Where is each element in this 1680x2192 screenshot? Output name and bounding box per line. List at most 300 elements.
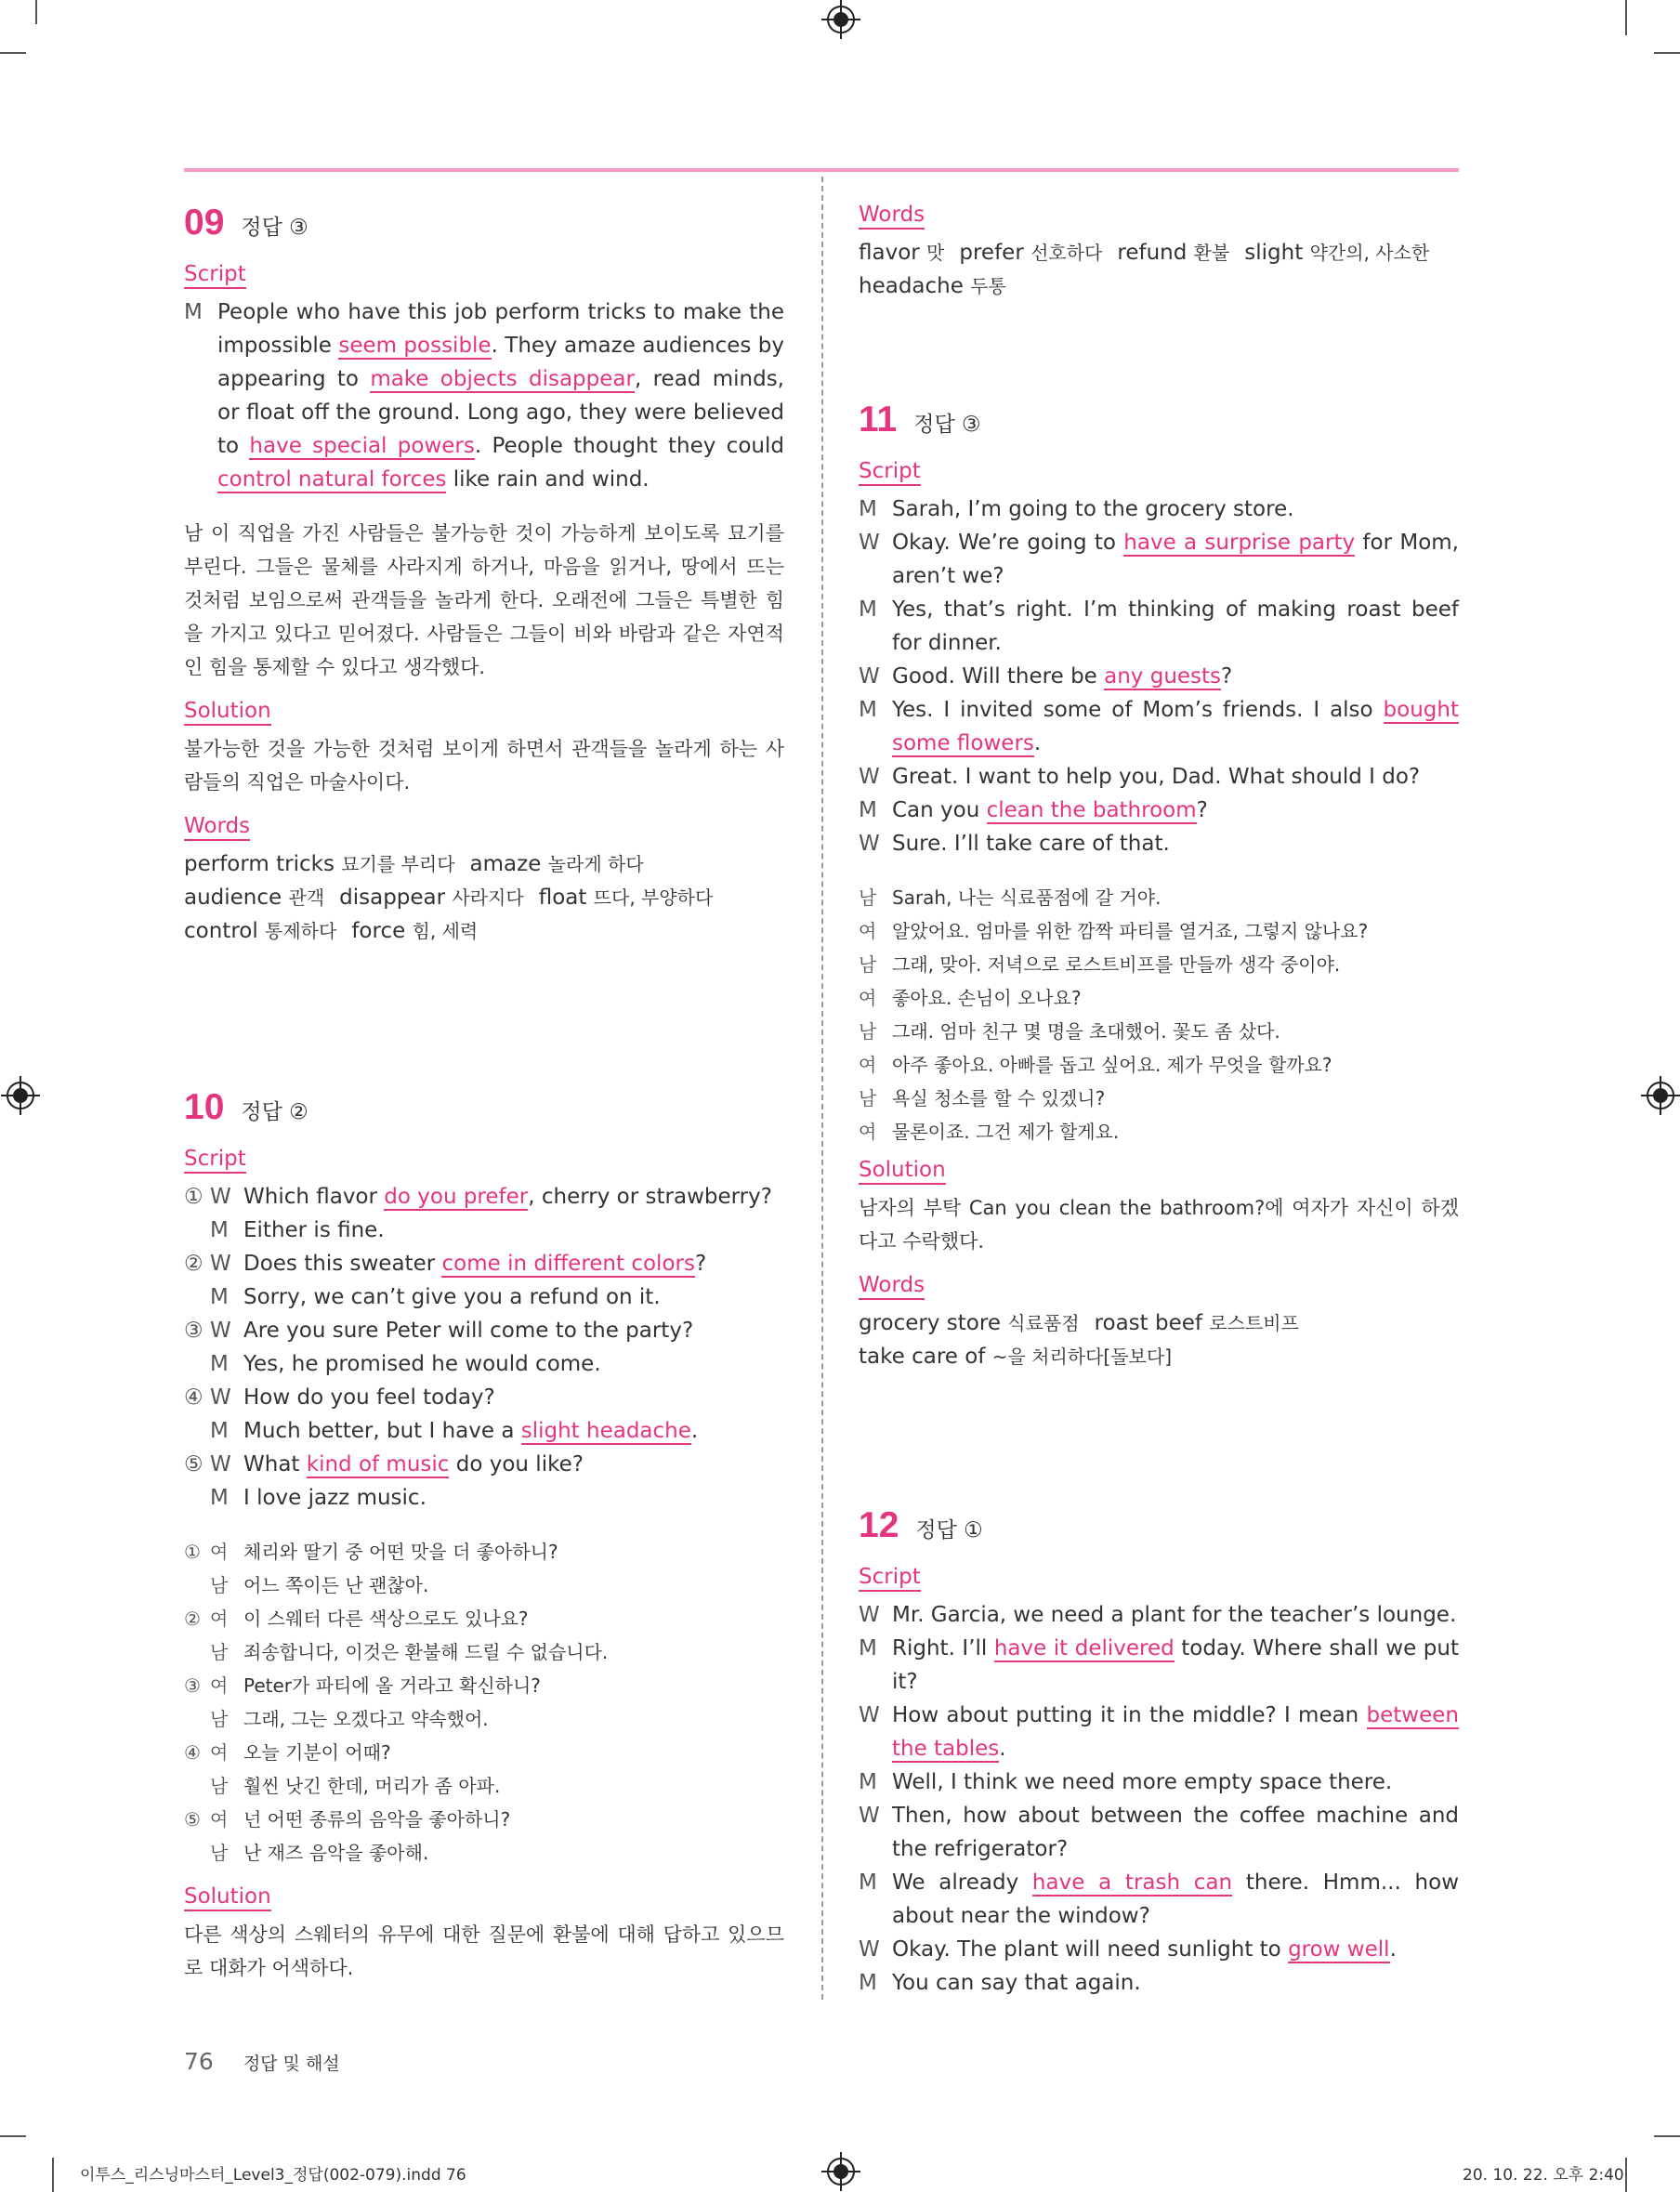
text-run: , read minds, or float off the ground. Long ago, they were believed to (217, 367, 784, 458)
word-en: prefer (959, 241, 1031, 265)
crop-mark (1654, 52, 1680, 54)
highlighted-phrase: grow well (1288, 1937, 1390, 1962)
text-run: ? (1221, 664, 1233, 689)
line-text: 죄송합니다, 이것은 환불해 드릴 수 없습니다. (243, 1641, 609, 1663)
translation-line (184, 1769, 784, 1803)
speaker: 여 (859, 920, 877, 942)
solution: 다른 색상의 스웨터의 유무에 대한 질문에 환불에 대해 답하고 있으므로 대화가 어색하다. (184, 1923, 784, 1979)
word-en: roast beef (1094, 1311, 1210, 1335)
speaker: M (859, 698, 877, 722)
highlighted-phrase: do you prefer (384, 1185, 529, 1209)
question-header (859, 400, 1459, 450)
words-list (184, 847, 784, 948)
line-text: 넌 어떤 종류의 음악을 좋아하니? (243, 1808, 511, 1831)
highlighted-phrase: come in different colors (441, 1252, 695, 1276)
registration-mark-icon (827, 2158, 855, 2185)
speaker: 남 (859, 953, 877, 976)
word-ko: 환불 (1193, 242, 1230, 264)
line-text: 난 재즈 음악을 좋아해. (243, 1842, 429, 1864)
dialogue-line (859, 794, 1459, 827)
text-run: do you like? (449, 1452, 584, 1477)
text-run: Yes. I invited some of Mom’s friends. I also (892, 698, 1384, 722)
header-rule (184, 168, 1459, 172)
dialogue-line (859, 1966, 1459, 2000)
words-row (859, 1306, 1459, 1340)
left-column (184, 203, 785, 1979)
question-header (184, 203, 784, 253)
line-text (243, 1481, 784, 1515)
translation-line (859, 881, 1459, 914)
speaker: 남 (210, 1708, 229, 1730)
script-label: Script (859, 1565, 921, 1592)
text-run: Great. I want to help you, Dad. What should I do? (892, 765, 1421, 789)
speaker: W (859, 832, 880, 856)
line-text (892, 1799, 1459, 1866)
speaker: 여 (859, 987, 877, 1009)
highlighted-phrase: have a surprise party (1123, 531, 1356, 555)
solution: 불가능한 것을 가능한 것처럼 보이게 하면서 관객들을 놀라게 하는 사람들의 직업은 마술사이다. (184, 738, 784, 794)
question-10 (184, 1087, 784, 1985)
translation-line (859, 1115, 1459, 1149)
option-number (184, 1347, 210, 1381)
speaker: M (859, 1636, 877, 1660)
question-10-words (859, 203, 1459, 303)
text-run: People who have this job perform tricks to make the impossible (217, 300, 784, 358)
solution: 남자의 부탁 Can you clean the bathroom?에 여자가 자신이 하겠다고 수락했다. (859, 1197, 1459, 1253)
print-slug-date: 20. 10. 22. 오후 2:40 (1463, 2166, 1624, 2185)
script-label: Script (184, 262, 246, 289)
translation-line (859, 981, 1459, 1015)
text-run: Sarah, I’m going to the grocery store. (892, 497, 1294, 521)
speaker: 여 (859, 1054, 877, 1076)
line-text (892, 1866, 1459, 1933)
question-number: 12 (859, 1505, 899, 1545)
translation-line (184, 1836, 784, 1870)
answer-label: 정답 ① (915, 1518, 983, 1542)
highlighted-phrase: have it delivered (993, 1636, 1175, 1660)
dialogue-line (184, 1381, 784, 1414)
line-text (892, 693, 1459, 760)
line-text (892, 1933, 1459, 1966)
registration-mark-icon (827, 6, 855, 33)
script (184, 1180, 784, 1515)
option-number: ⑤ (184, 1808, 201, 1831)
text-run: You can say that again. (892, 1971, 1141, 1995)
translation-line (184, 1535, 784, 1569)
print-slug-file: 이투스_리스닝마스터_Level3_정답(002-079).indd 76 (80, 2166, 466, 2185)
line-text (892, 1765, 1459, 1799)
text-run: Right. I’ll (892, 1636, 994, 1660)
speaker: M (210, 1285, 229, 1309)
text-run: What (243, 1452, 307, 1477)
line-text (243, 1314, 784, 1347)
dialogue-line (859, 760, 1459, 794)
dialogue-line (184, 1280, 784, 1314)
translation-line (859, 1048, 1459, 1082)
option-number (184, 1414, 210, 1448)
words-list (859, 236, 1459, 303)
translation-line (859, 914, 1459, 948)
dialogue-line (859, 1799, 1459, 1866)
word-ko: 관객 (288, 886, 325, 909)
text-run: ? (1196, 798, 1208, 822)
text-run: , cherry or strawberry? (528, 1185, 772, 1209)
speaker: W (859, 1804, 880, 1828)
answer-label: 정답 ② (241, 1100, 308, 1124)
page-footer (184, 2048, 340, 2075)
text-run: like rain and wind. (446, 467, 650, 492)
dialogue-line (859, 827, 1459, 860)
line-text (243, 1414, 784, 1448)
option-number: ② (184, 1608, 201, 1630)
word-ko: 약간의, 사소한 (1309, 242, 1430, 264)
dialogue-line (184, 1180, 784, 1214)
text-run: Okay. The plant will need sunlight to (892, 1937, 1289, 1962)
option-number (184, 1769, 210, 1803)
crop-mark (1654, 2135, 1680, 2137)
highlighted-phrase: have special powers (249, 434, 475, 458)
text-run: Much better, but I have a (243, 1419, 521, 1443)
translation-line (184, 1602, 784, 1635)
highlighted-phrase: seem possible (338, 334, 492, 358)
line-text (243, 1381, 784, 1414)
word-en: flavor (859, 241, 927, 265)
speaker: W (859, 1603, 880, 1627)
answer-label: 정답 ③ (913, 413, 981, 437)
translation: 남 이 직업을 가진 사람들은 불가능한 것이 가능하게 보이도록 묘기를 부린다. 그들은 물체를 사라지게 하거나, 마음을 읽거나, 땅에서 뜨는 것처럼 보임으로써 관객들을 놀라게 한다. 오래전에 그들은 특별한 힘을 가지고 있다고 믿어졌다. 사람들은 그들이 비와 바람과 같은 자연적인 힘을 통제할 수 있다고 생각했다. (184, 522, 784, 678)
option-number (184, 1702, 210, 1736)
text-run: Yes, that’s right. I’m thinking of making roast beef for dinner. (892, 597, 1459, 655)
text-run: Good. Will there be (892, 664, 1105, 689)
speaker: 여 (210, 1741, 229, 1764)
text-run: . (999, 1737, 1006, 1761)
crop-mark (1625, 0, 1627, 35)
translation-line (859, 948, 1459, 981)
dialogue-line (184, 295, 784, 496)
words-row (184, 914, 784, 948)
speaker: 여 (210, 1541, 229, 1563)
word-ko: 맛 (926, 242, 945, 264)
text-run: . (1389, 1937, 1397, 1962)
option-number: ① (184, 1541, 201, 1563)
page-number: 76 (184, 2048, 214, 2075)
line-text (892, 593, 1459, 660)
line-text (892, 526, 1459, 593)
speaker: 남 (210, 1574, 229, 1596)
speaker: M (859, 1770, 877, 1794)
solution-label: Solution (184, 699, 271, 726)
crop-mark (0, 2135, 26, 2137)
word-ko: 로스트비프 (1209, 1312, 1299, 1334)
translation-line (859, 1015, 1459, 1048)
question-09 (184, 203, 784, 948)
translation-line (184, 1736, 784, 1769)
highlighted-phrase: any guests (1104, 664, 1222, 689)
crop-mark (35, 0, 37, 24)
dialogue-line (184, 1347, 784, 1381)
dialogue-line (859, 1598, 1459, 1632)
word-ko: 통제하다 (265, 920, 337, 942)
line-text (892, 492, 1459, 526)
text-run: Are you sure Peter will come to the party? (243, 1319, 694, 1343)
word-en: refund (1117, 241, 1194, 265)
speaker: W (859, 664, 880, 689)
highlighted-phrase: make objects disappear (370, 367, 635, 391)
words-list (859, 1306, 1459, 1373)
line-text: 훨씬 낫긴 한데, 머리가 좀 아파. (243, 1775, 501, 1797)
text-run: ? (694, 1252, 707, 1276)
line-text: 이 스웨터 다른 색상으로도 있나요? (243, 1608, 529, 1630)
option-number: ③ (184, 1674, 201, 1697)
translation-line (184, 1635, 784, 1669)
highlighted-phrase: have a trash can (1031, 1870, 1233, 1895)
words-row (859, 236, 1459, 269)
line-text (243, 1180, 784, 1214)
speaker: M (859, 798, 877, 822)
text-run: for Mom, aren’t we? (892, 531, 1459, 588)
line-text: Peter가 파티에 올 거라고 확신하니? (243, 1674, 541, 1697)
translation-line (184, 1702, 784, 1736)
speaker: 남 (859, 886, 877, 909)
word-ko: ~을 처리하다[돌보다] (991, 1345, 1172, 1368)
option-number (184, 1836, 210, 1870)
highlighted-phrase: between the tables (892, 1703, 1459, 1761)
speaker: 여 (859, 1121, 877, 1143)
highlighted-phrase: kind of music (306, 1452, 450, 1477)
line-text: 오늘 기분이 어때? (243, 1741, 391, 1764)
word-en: headache (859, 274, 971, 298)
option-number: ⑤ (184, 1452, 203, 1477)
dialogue-line (184, 1414, 784, 1448)
dialogue-line (859, 526, 1459, 593)
registration-mark-icon (7, 1082, 34, 1109)
words-row (184, 847, 784, 881)
words-label: Words (859, 203, 925, 230)
word-ko: 뜨다, 부양하다 (593, 886, 714, 909)
dialogue-line (859, 1866, 1459, 1933)
word-en: force (351, 919, 413, 943)
column-divider (821, 177, 823, 2000)
crop-mark (0, 52, 26, 54)
option-number (184, 1214, 210, 1247)
speaker: W (210, 1252, 231, 1276)
question-header (859, 1505, 1459, 1555)
script-label: Script (859, 459, 921, 486)
line-text (892, 760, 1459, 794)
word-ko: 선호하다 (1030, 242, 1103, 264)
speaker: 남 (859, 1020, 877, 1043)
solution-label: Solution (184, 1884, 271, 1911)
words-row (859, 269, 1459, 303)
line-text: 아주 좋아요. 아빠를 돕고 싶어요. 제가 무엇을 할까요? (892, 1054, 1332, 1076)
line-text (892, 794, 1459, 827)
question-number: 11 (859, 400, 898, 440)
word-en: disappear (339, 886, 453, 910)
line-text (243, 1214, 784, 1247)
word-ko: 힘, 세력 (412, 920, 479, 942)
option-number: ④ (184, 1741, 201, 1764)
translation (184, 1535, 784, 1870)
text-run: How do you feel today? (243, 1385, 495, 1410)
question-header (184, 1087, 784, 1137)
line-text (243, 1448, 784, 1481)
option-number (184, 1280, 210, 1314)
text-run: Sure. I’ll take care of that. (892, 832, 1170, 856)
text-run: Then, how about between the coffee machine and the refrigerator? (892, 1804, 1459, 1861)
word-en: float (538, 886, 594, 910)
speaker: W (859, 531, 880, 555)
option-number (184, 1635, 210, 1669)
speaker: 남 (859, 1087, 877, 1109)
solution-label: Solution (859, 1158, 946, 1185)
dialogue-line (184, 1247, 784, 1280)
speaker: W (859, 1937, 880, 1962)
dialogue-line (184, 1481, 784, 1515)
script-label: Script (184, 1147, 246, 1174)
speaker: M (210, 1218, 229, 1242)
text-run: How about putting it in the middle? I mean (892, 1703, 1367, 1727)
speaker: W (210, 1319, 231, 1343)
line-text (243, 1280, 784, 1314)
line-text: 체리와 딸기 중 어떤 맛을 더 좋아하니? (243, 1541, 558, 1563)
line-text: 그래. 엄마 친구 몇 명을 초대했어. 꽃도 좀 샀다. (892, 1020, 1280, 1043)
line-text (892, 1699, 1459, 1765)
speaker: M (210, 1486, 229, 1510)
translation-line (859, 1082, 1459, 1115)
footer-title: 정답 및 해설 (243, 2054, 340, 2074)
text-run: Mr. Garcia, we need a plant for the teacher’s lounge. (892, 1603, 1457, 1627)
text-run: Either is fine. (243, 1218, 385, 1242)
option-number: ① (184, 1185, 203, 1209)
speaker: M (859, 597, 877, 622)
line-text (243, 1247, 784, 1280)
words-row (859, 1340, 1459, 1373)
speaker: M (859, 497, 877, 521)
text-run: . (690, 1419, 699, 1443)
dialogue-line (184, 1448, 784, 1481)
speaker: W (210, 1452, 231, 1477)
text-run: Well, I think we need more empty space there. (892, 1770, 1393, 1794)
word-ko: 묘기를 부리다 (341, 853, 455, 875)
dialogue-line (184, 1314, 784, 1347)
answer-label: 정답 ③ (241, 216, 308, 240)
speaker: M (210, 1352, 229, 1376)
speaker: 여 (210, 1608, 229, 1630)
word-en: amaze (469, 852, 548, 876)
line-text: 물론이죠. 그건 제가 할게요. (892, 1121, 1120, 1143)
highlighted-phrase: bought some flowers (892, 698, 1459, 755)
script (184, 295, 784, 496)
dialogue-line (859, 1933, 1459, 1966)
speaker: W (859, 765, 880, 789)
line-text: 좋아요. 손님이 오나요? (892, 987, 1082, 1009)
speaker: 남 (210, 1775, 229, 1797)
word-en: grocery store (859, 1311, 1008, 1335)
text-run: Can you (892, 798, 987, 822)
crop-mark (52, 2158, 54, 2192)
translation-line (184, 1569, 784, 1602)
line-text (892, 1966, 1459, 2000)
dialogue-line (859, 660, 1459, 693)
line-text (243, 1347, 784, 1381)
line-text: 그래, 맞아. 저녁으로 로스트비프를 만들까 생각 중이야. (892, 953, 1341, 976)
word-ko: 두통 (970, 275, 1006, 297)
highlighted-phrase: clean the bathroom (986, 798, 1197, 822)
line-text (892, 1632, 1459, 1699)
line-text: 알았어요. 엄마를 위한 깜짝 파티를 열거죠, 그렇지 않나요? (892, 920, 1369, 942)
question-number: 10 (184, 1087, 225, 1127)
speaker: W (859, 1703, 880, 1727)
speaker: M (184, 300, 203, 324)
question-11 (859, 400, 1459, 1373)
speaker: 남 (210, 1842, 229, 1864)
text-run: today. Where shall we put it? (892, 1636, 1459, 1694)
speaker: M (210, 1419, 229, 1443)
dialogue-line (859, 693, 1459, 760)
word-en: perform tricks (184, 852, 342, 876)
question-12 (859, 1505, 1459, 2000)
speaker: M (859, 1870, 877, 1895)
option-number (184, 1569, 210, 1602)
translation-line (184, 1669, 784, 1702)
text-run: Which flavor (243, 1185, 385, 1209)
word-ko: 식료품점 (1007, 1312, 1080, 1334)
words-label: Words (184, 814, 250, 841)
translation-line (184, 1803, 784, 1836)
line-text: 그래, 그는 오겠다고 약속했어. (243, 1708, 489, 1730)
text-run: Sorry, we can’t give you a refund on it. (243, 1285, 661, 1309)
word-en: audience (184, 886, 289, 910)
word-en: take care of (859, 1345, 992, 1369)
line-text: 어느 쪽이든 난 괜찮아. (243, 1574, 429, 1596)
text-run: Yes, he promised he would come. (243, 1352, 601, 1376)
dialogue-line (859, 593, 1459, 660)
highlighted-phrase: slight headache (520, 1419, 691, 1443)
option-number (184, 1481, 210, 1515)
line-text (892, 1598, 1459, 1632)
speaker: 남 (210, 1641, 229, 1663)
text-run: . They amaze audiences by appearing to (217, 334, 785, 391)
text-run: . (1033, 731, 1042, 755)
line-text: Sarah, 나는 식료품점에 갈 거야. (892, 886, 1162, 909)
words-row (184, 881, 784, 914)
text-run: . People thought they could (474, 434, 784, 458)
option-number: ③ (184, 1319, 203, 1343)
dialogue-line (184, 1214, 784, 1247)
speaker: W (210, 1185, 231, 1209)
dialogue-line (859, 1699, 1459, 1765)
text-run: Does this sweater (243, 1252, 442, 1276)
words-label: Words (859, 1273, 925, 1300)
speaker: 여 (210, 1674, 229, 1697)
option-number: ④ (184, 1385, 203, 1410)
speaker: M (859, 1971, 877, 1995)
word-ko: 사라지다 (452, 886, 524, 909)
translation (859, 881, 1459, 1149)
text-run: We already (892, 1870, 1032, 1895)
highlighted-phrase: control natural forces (217, 467, 447, 492)
text-run: I love jazz music. (243, 1486, 427, 1510)
word-ko: 놀라게 하다 (547, 853, 644, 875)
line-text (892, 660, 1459, 693)
dialogue-line (859, 492, 1459, 526)
line-text (892, 827, 1459, 860)
dialogue-line (859, 1765, 1459, 1799)
dialogue-line (859, 1632, 1459, 1699)
word-en: control (184, 919, 266, 943)
word-en: slight (1244, 241, 1310, 265)
right-column (859, 203, 1460, 1995)
